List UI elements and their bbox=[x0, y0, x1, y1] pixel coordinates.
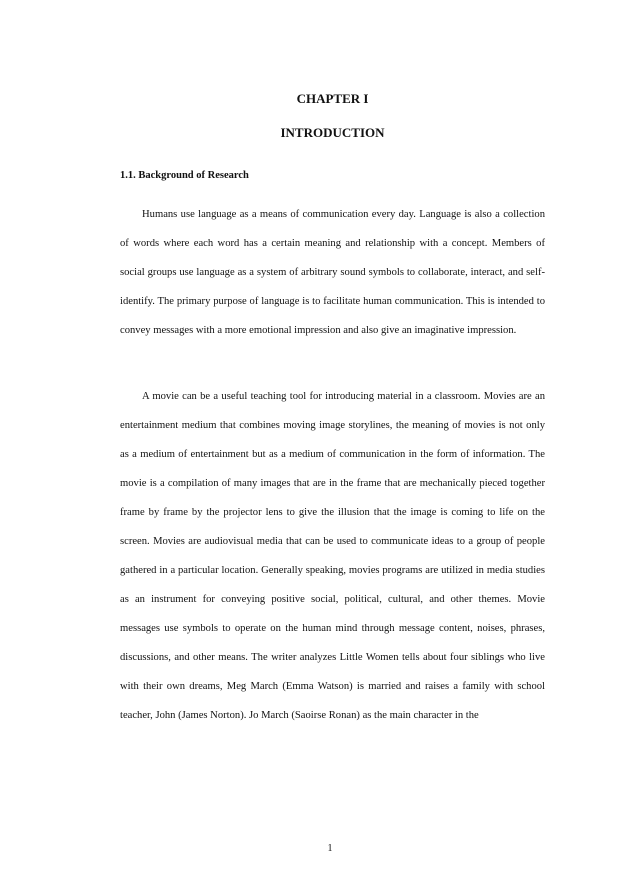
section-heading: 1.1. Background of Research bbox=[120, 170, 249, 181]
body-paragraph: A movie can be a useful teaching tool for introducing material in a classroom. Movies are an entertainment medium that combines moving image storylines, the meaning of movies is not only as a medium of entertainment but as a medium of communication in the form of information. The movie is a compilation of many images that are in the frame that are mechanically pieced together frame by frame by the projector lens to give the illusion that the image is coming to life on the screen. Movies are audiovisual media that can be used to communicate ideas to a group of people gathered in a particular location. Generally speaking, movies programs are utilized in media studies as an instrument for conveying positive social, political, cultural, and other themes. Movie messages use symbols to operate on the human mind through message content, noises, phrases, discussions, and other means. The writer analyzes Little Women tells about four siblings who live with their own dreams, Meg March (Emma Watson) is married and raises a family with school teacher, John (James Norton). Jo March (Saoirse Ronan) as the main character in the bbox=[120, 391, 545, 721]
chapter-number: CHAPTER I bbox=[296, 91, 369, 106]
body-paragraph: Humans use language as a means of communication every day. Language is also a collection of words where each word has a certain meaning and relationship with a concept. Members of social groups use language as a system of arbitrary sound symbols to collaborate, interact, and self-identify. The primary purpose of language is to facilitate human communication. This is intended to convey messages with a more emotional impression and also give an imaginative impression. bbox=[120, 209, 545, 336]
chapter-title: INTRODUCTION bbox=[280, 125, 385, 140]
page-number: 1 bbox=[327, 843, 333, 854]
